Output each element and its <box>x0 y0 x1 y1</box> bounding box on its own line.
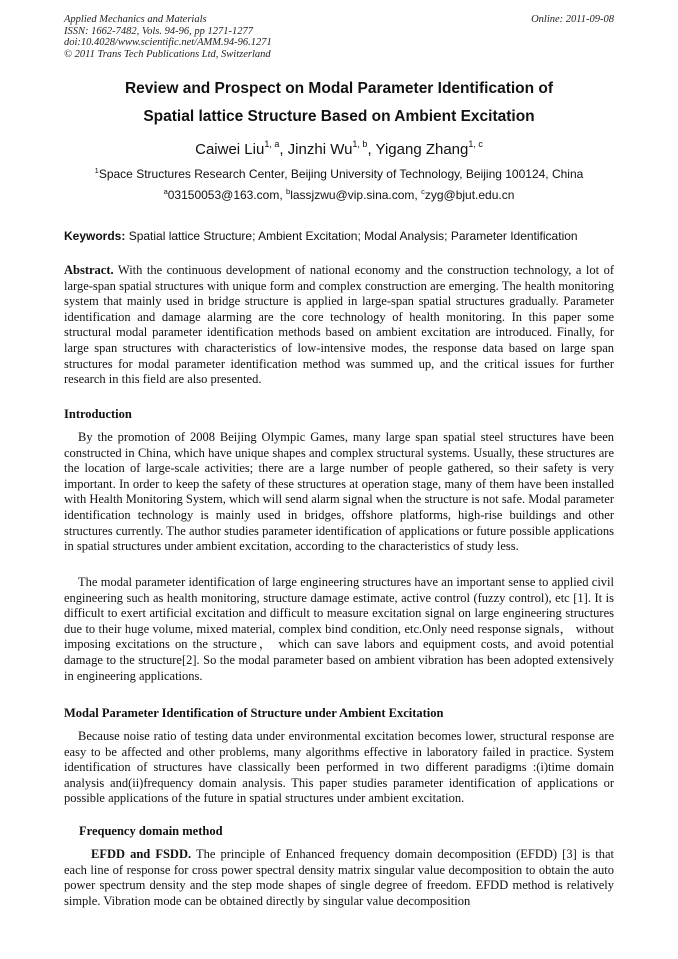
email-mark: c <box>421 187 425 196</box>
email-address[interactable]: 03150053@163.com <box>167 188 280 202</box>
email-separator: , <box>414 188 422 202</box>
efdd-paragraph <box>64 847 614 909</box>
email-mark: b <box>286 187 291 196</box>
section-heading-introduction: Introduction <box>64 407 132 421</box>
author-separator: , <box>279 141 288 158</box>
email-address[interactable]: lassjzwu@vip.sina.com <box>290 188 415 202</box>
efdd-label: EFDD and FSDD. <box>91 847 192 861</box>
email-separator: , <box>279 188 287 202</box>
paper-title-line-2: Spatial lattice Structure Based on Ambient Excitation <box>143 108 535 125</box>
email-list <box>40 187 638 202</box>
author-affiliation-mark: 1, b <box>352 139 368 149</box>
keywords-text: Spatial lattice Structure; Ambient Excitation; Modal Analysis; Parameter Identification <box>125 229 578 243</box>
author-affiliation-mark: 1, a <box>264 139 280 149</box>
subsection-heading-frequency-domain: Frequency domain method <box>79 824 223 838</box>
author-affiliation-mark: 1, c <box>468 139 483 149</box>
email-mark: a <box>163 187 168 196</box>
online-date: Online: 2011-09-08 <box>531 14 614 25</box>
affiliation-mark: 1 <box>94 166 99 175</box>
abstract-label: Abstract. <box>64 263 114 277</box>
author-list <box>40 139 638 158</box>
section-heading-modal-identification: Modal Parameter Identification of Structure under Ambient Excitation <box>64 706 444 720</box>
affiliation <box>40 166 638 181</box>
copyright: © 2011 Trans Tech Publications Ltd, Switzerland <box>64 48 271 60</box>
author-name: Caiwei Liu <box>195 141 265 158</box>
author-name: Yigang Zhang <box>375 141 469 158</box>
author-name: Jinzhi Wu <box>287 141 353 158</box>
introduction-paragraph-2: The modal parameter identification of large engineering structures have an important sense to applied civil engineering such as health monitoring, structure damage estimate, active control (fuzzy control), etc [1]. It is difficult to exert artificial excitation and difficult to measure excitation signal on large engineering structures due to their huge volume, mixed material, complex bind condition, etc.Only need response signals， without imposing excitations on the structure， which can save labors and equipment costs, and avoid potential damage to the structure[2]. So the modal parameter based on ambient vibration has been adopted extensively in engineering applications. <box>64 575 614 683</box>
journal-header <box>64 14 614 60</box>
author-separator: , <box>367 141 376 158</box>
keywords <box>64 229 614 243</box>
journal-name: Applied Mechanics and Materials <box>64 14 207 25</box>
modal-section-paragraph: Because noise ratio of testing data under environmental excitation becomes lower, structural response are easy to be affected and other problems, many algorithms effective in laboratory failed in practice. System identification of structures have classically been performed in two different paradigms :(i)time domain analysis and(ii)frequency domain analysis. This paper studies parameter identification of applications or possible applications of the future in spatial structures under ambient excitation. <box>64 729 614 806</box>
affiliation-text: Space Structures Research Center, Beijing University of Technology, Beijing 100124, China <box>98 167 584 181</box>
abstract-text: With the continuous development of national economy and the construction technology, a lot of large-span spatial structures with unique form and complex construction are emerging. The health monitoring system that mainly used in bridge structure is applied in large-span spatial structures gradually. Parameter identification and damage alarming are the core technology of health monitoring. In this paper some structural modal parameter identification methods based on ambient excitation are introduced. Finally, for large span structures with characteristics of low-intensive modes, the response data based on large span structures for modal parameter identification method was summed up, and the critical issues for further research in this field are also presented. <box>64 263 614 387</box>
abstract <box>64 263 614 388</box>
keywords-label: Keywords: <box>64 229 126 243</box>
doi: doi:10.4028/www.scientific.net/AMM.94-96.1271 <box>64 37 272 49</box>
issn: ISSN: 1662-7482, Vols. 94-96, pp 1271-1277 <box>64 25 253 37</box>
paper-title-line-1: Review and Prospect on Modal Parameter Identification of <box>124 80 554 97</box>
efdd-text: The principle of Enhanced frequency domain decomposition (EFDD) [3] is that each line of response for cross power spectral density matrix singular value decomposition to obtain the auto power spectrum density and the step mode shapes of single degree of freedom. EFDD method is relatively simple. Vibration mode can be obtained directly by singular value decomposition <box>64 847 614 908</box>
email-address[interactable]: zyg@bjut.edu.cn <box>424 188 515 202</box>
introduction-paragraph-1: By the promotion of 2008 Beijing Olympic Games, many large span spatial steel structures have been constructed in China, which have unique shapes and complex structural systems. Usually, these structures are the location of large-scale activities; there are a large number of people gathered, so their safety is very important. In order to keep the safety of these structures at operation stage, many of them have been installed with Health Monitoring System, which will send alarm signal when the structure is not safe. Modal parameter identification technology is mainly used in bridges, offshore platforms, high-rise buildings and other structures currently. The author studies parameter identification of applications or future possible applications in spatial structures under ambient excitation, according to the characteristics of study less. <box>64 430 614 554</box>
